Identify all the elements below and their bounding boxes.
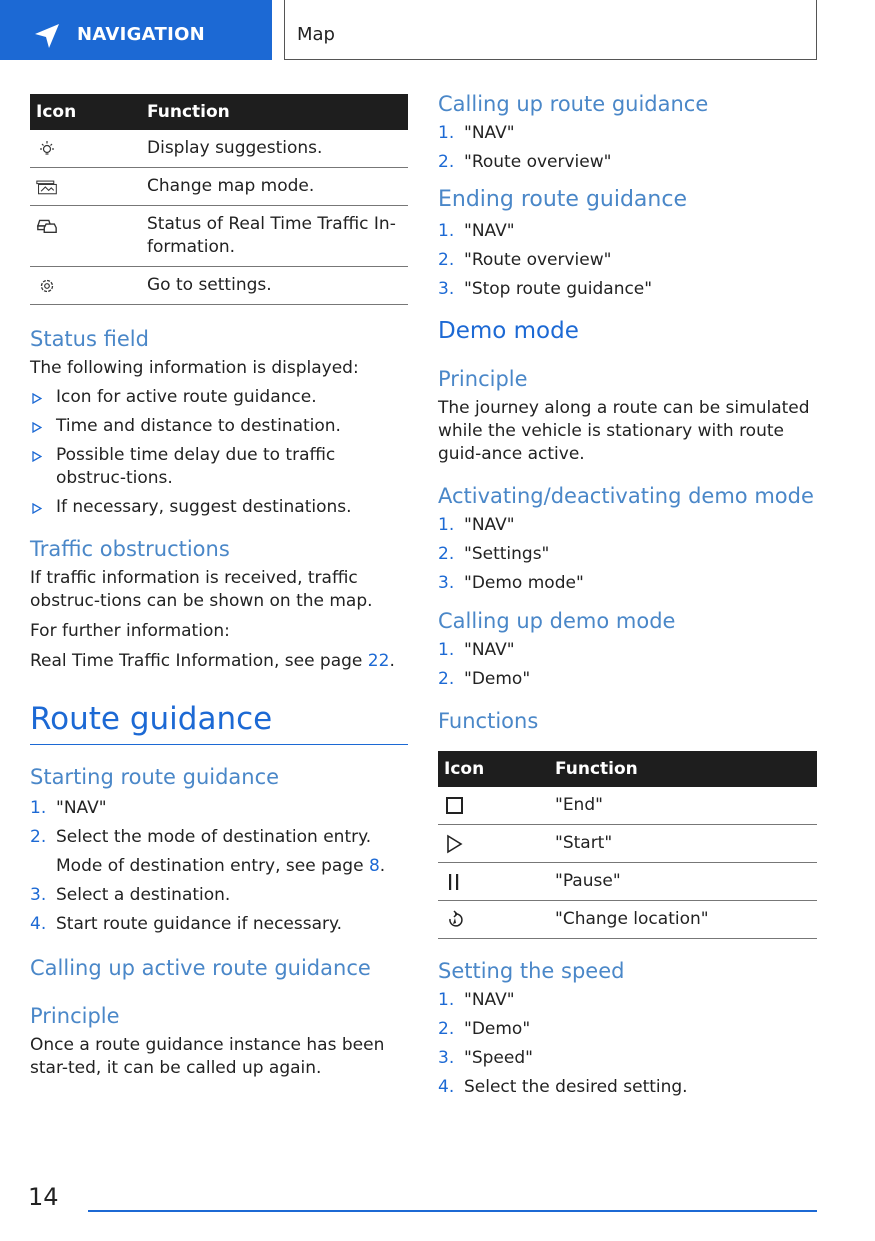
table-cell-function: "Start" [551, 825, 817, 863]
list-item: If necessary, suggest destinations. [30, 496, 408, 519]
functions-table [438, 751, 817, 939]
list-item: 2. "Settings" [438, 544, 550, 564]
list-item: Possible time delay due to traffic obstruc-tions. [30, 444, 408, 490]
bullet-triangle-icon [32, 503, 42, 514]
list-item: 3. Select a destination. [30, 885, 231, 905]
table-row [438, 787, 817, 825]
status-field-intro: The following information is displayed: [30, 358, 359, 378]
traffic-see-page: Real Time Traffic Information, see page 22. [30, 651, 395, 671]
list-item: 2. "Demo" [438, 1019, 531, 1039]
list-item: 1. "NAV" [438, 123, 515, 143]
table-header-function: Function [143, 94, 408, 130]
list-item: 4. Start route guidance if necessary. [30, 914, 343, 934]
table-cell-function: "Change location" [551, 901, 817, 939]
table-header-icon: Icon [30, 94, 143, 130]
ending-route-guidance-title: Ending route guidance [438, 187, 687, 212]
demo-mode-title: Demo mode [438, 318, 579, 344]
list-item: Icon for active route guidance. [30, 386, 408, 409]
change-location-icon [444, 910, 466, 930]
calling-demo-steps [438, 639, 817, 691]
pause-bars-icon [444, 872, 466, 892]
section-tab [0, 0, 272, 60]
starting-route-guidance-title: Starting route guidance [30, 765, 280, 789]
bullet-triangle-icon [32, 393, 42, 404]
page-link[interactable]: 8 [368, 856, 380, 876]
route-guidance-heading [30, 699, 408, 745]
principle-title: Principle [30, 1004, 120, 1028]
list-item: 2. "Route overview" [438, 152, 612, 172]
traffic-obstructions-title: Traffic obstructions [30, 537, 230, 561]
navigation-arrow-icon [33, 22, 61, 50]
table-cell-function: Change map mode. [143, 168, 408, 206]
icon-function-table [30, 94, 408, 305]
list-item: 3. "Speed" [438, 1048, 533, 1068]
table-row [438, 825, 817, 863]
list-item: Time and distance to destination. [30, 415, 408, 438]
table-cell-function: Display suggestions. [143, 130, 408, 168]
settings-gear-icon [36, 276, 58, 296]
play-triangle-icon [444, 834, 466, 854]
traffic-further-info: For further information: [30, 621, 230, 641]
list-item: 3. "Demo mode" [438, 573, 584, 593]
table-row [438, 863, 817, 901]
table-cell-function: Go to settings. [143, 267, 408, 305]
list-item: 2. "Demo" [438, 669, 531, 689]
bullet-triangle-icon [32, 451, 42, 462]
right-column [438, 90, 817, 1105]
stop-square-icon [444, 796, 466, 816]
table-row [30, 267, 408, 305]
status-field-title: Status field [30, 327, 149, 351]
demo-principle-title: Principle [438, 367, 528, 391]
table-header-function: Function [551, 751, 817, 787]
traffic-paragraph: If traffic information is received, traffic obstruc-tions can be shown on the map. [30, 568, 373, 611]
calling-active-title: Calling up active route guidance [30, 956, 371, 980]
list-item: 2. "Route overview" [438, 250, 612, 270]
table-row [438, 901, 817, 939]
list-item: 2. Select the mode of destination entry. Mode of destination entry, see page 8. [30, 826, 408, 878]
list-item: 1. "NAV" [438, 990, 515, 1010]
principle-text: Once a route guidance instance has been star-ted, it can be called up again. [30, 1035, 385, 1078]
lightbulb-icon [36, 139, 58, 159]
activating-steps [438, 514, 817, 595]
subsection-title: Map [297, 24, 335, 45]
table-row [30, 206, 408, 267]
map-mode-icon [36, 177, 58, 197]
list-item: 1. "NAV" [438, 515, 515, 535]
functions-title: Functions [438, 709, 539, 733]
left-column [30, 94, 408, 1080]
subsection-box [284, 0, 817, 60]
demo-principle-text: The journey along a route can be simulated while the vehicle is stationary with route guid-ance active. [438, 398, 810, 464]
footer-rule [88, 1210, 817, 1212]
table-cell-function: "Pause" [551, 863, 817, 901]
list-item: 3. "Stop route guidance" [438, 279, 653, 299]
calling-up-steps [438, 122, 817, 174]
speed-steps [438, 989, 817, 1099]
list-item: 1. "NAV" [438, 221, 515, 241]
section-title: NAVIGATION [77, 24, 206, 45]
status-field-list [30, 386, 408, 519]
calling-up-route-guidance-title: Calling up route guidance [438, 92, 709, 116]
bullet-triangle-icon [32, 422, 42, 433]
table-cell-function: "End" [551, 787, 817, 825]
activating-demo-title: Activating/deactivating demo mode [438, 484, 814, 508]
table-header-icon: Icon [438, 751, 551, 787]
list-item: 4. Select the desired setting. [438, 1077, 688, 1097]
starting-steps [30, 797, 408, 936]
ending-steps [438, 220, 817, 301]
table-row [30, 168, 408, 206]
list-item: 1. "NAV" [30, 798, 107, 818]
route-guidance-title: Route guidance [30, 701, 273, 737]
setting-speed-title: Setting the speed [438, 959, 625, 983]
table-row [30, 130, 408, 168]
page-link[interactable]: 22 [367, 651, 390, 671]
list-item: 1. "NAV" [438, 640, 515, 660]
calling-demo-title: Calling up demo mode [438, 609, 676, 633]
traffic-icon [36, 215, 58, 235]
step-note: Mode of destination entry, see page 8. [56, 856, 386, 876]
page-number: 14 [28, 1183, 59, 1211]
table-cell-function: Status of Real Time Traffic In-formation. [143, 206, 408, 267]
